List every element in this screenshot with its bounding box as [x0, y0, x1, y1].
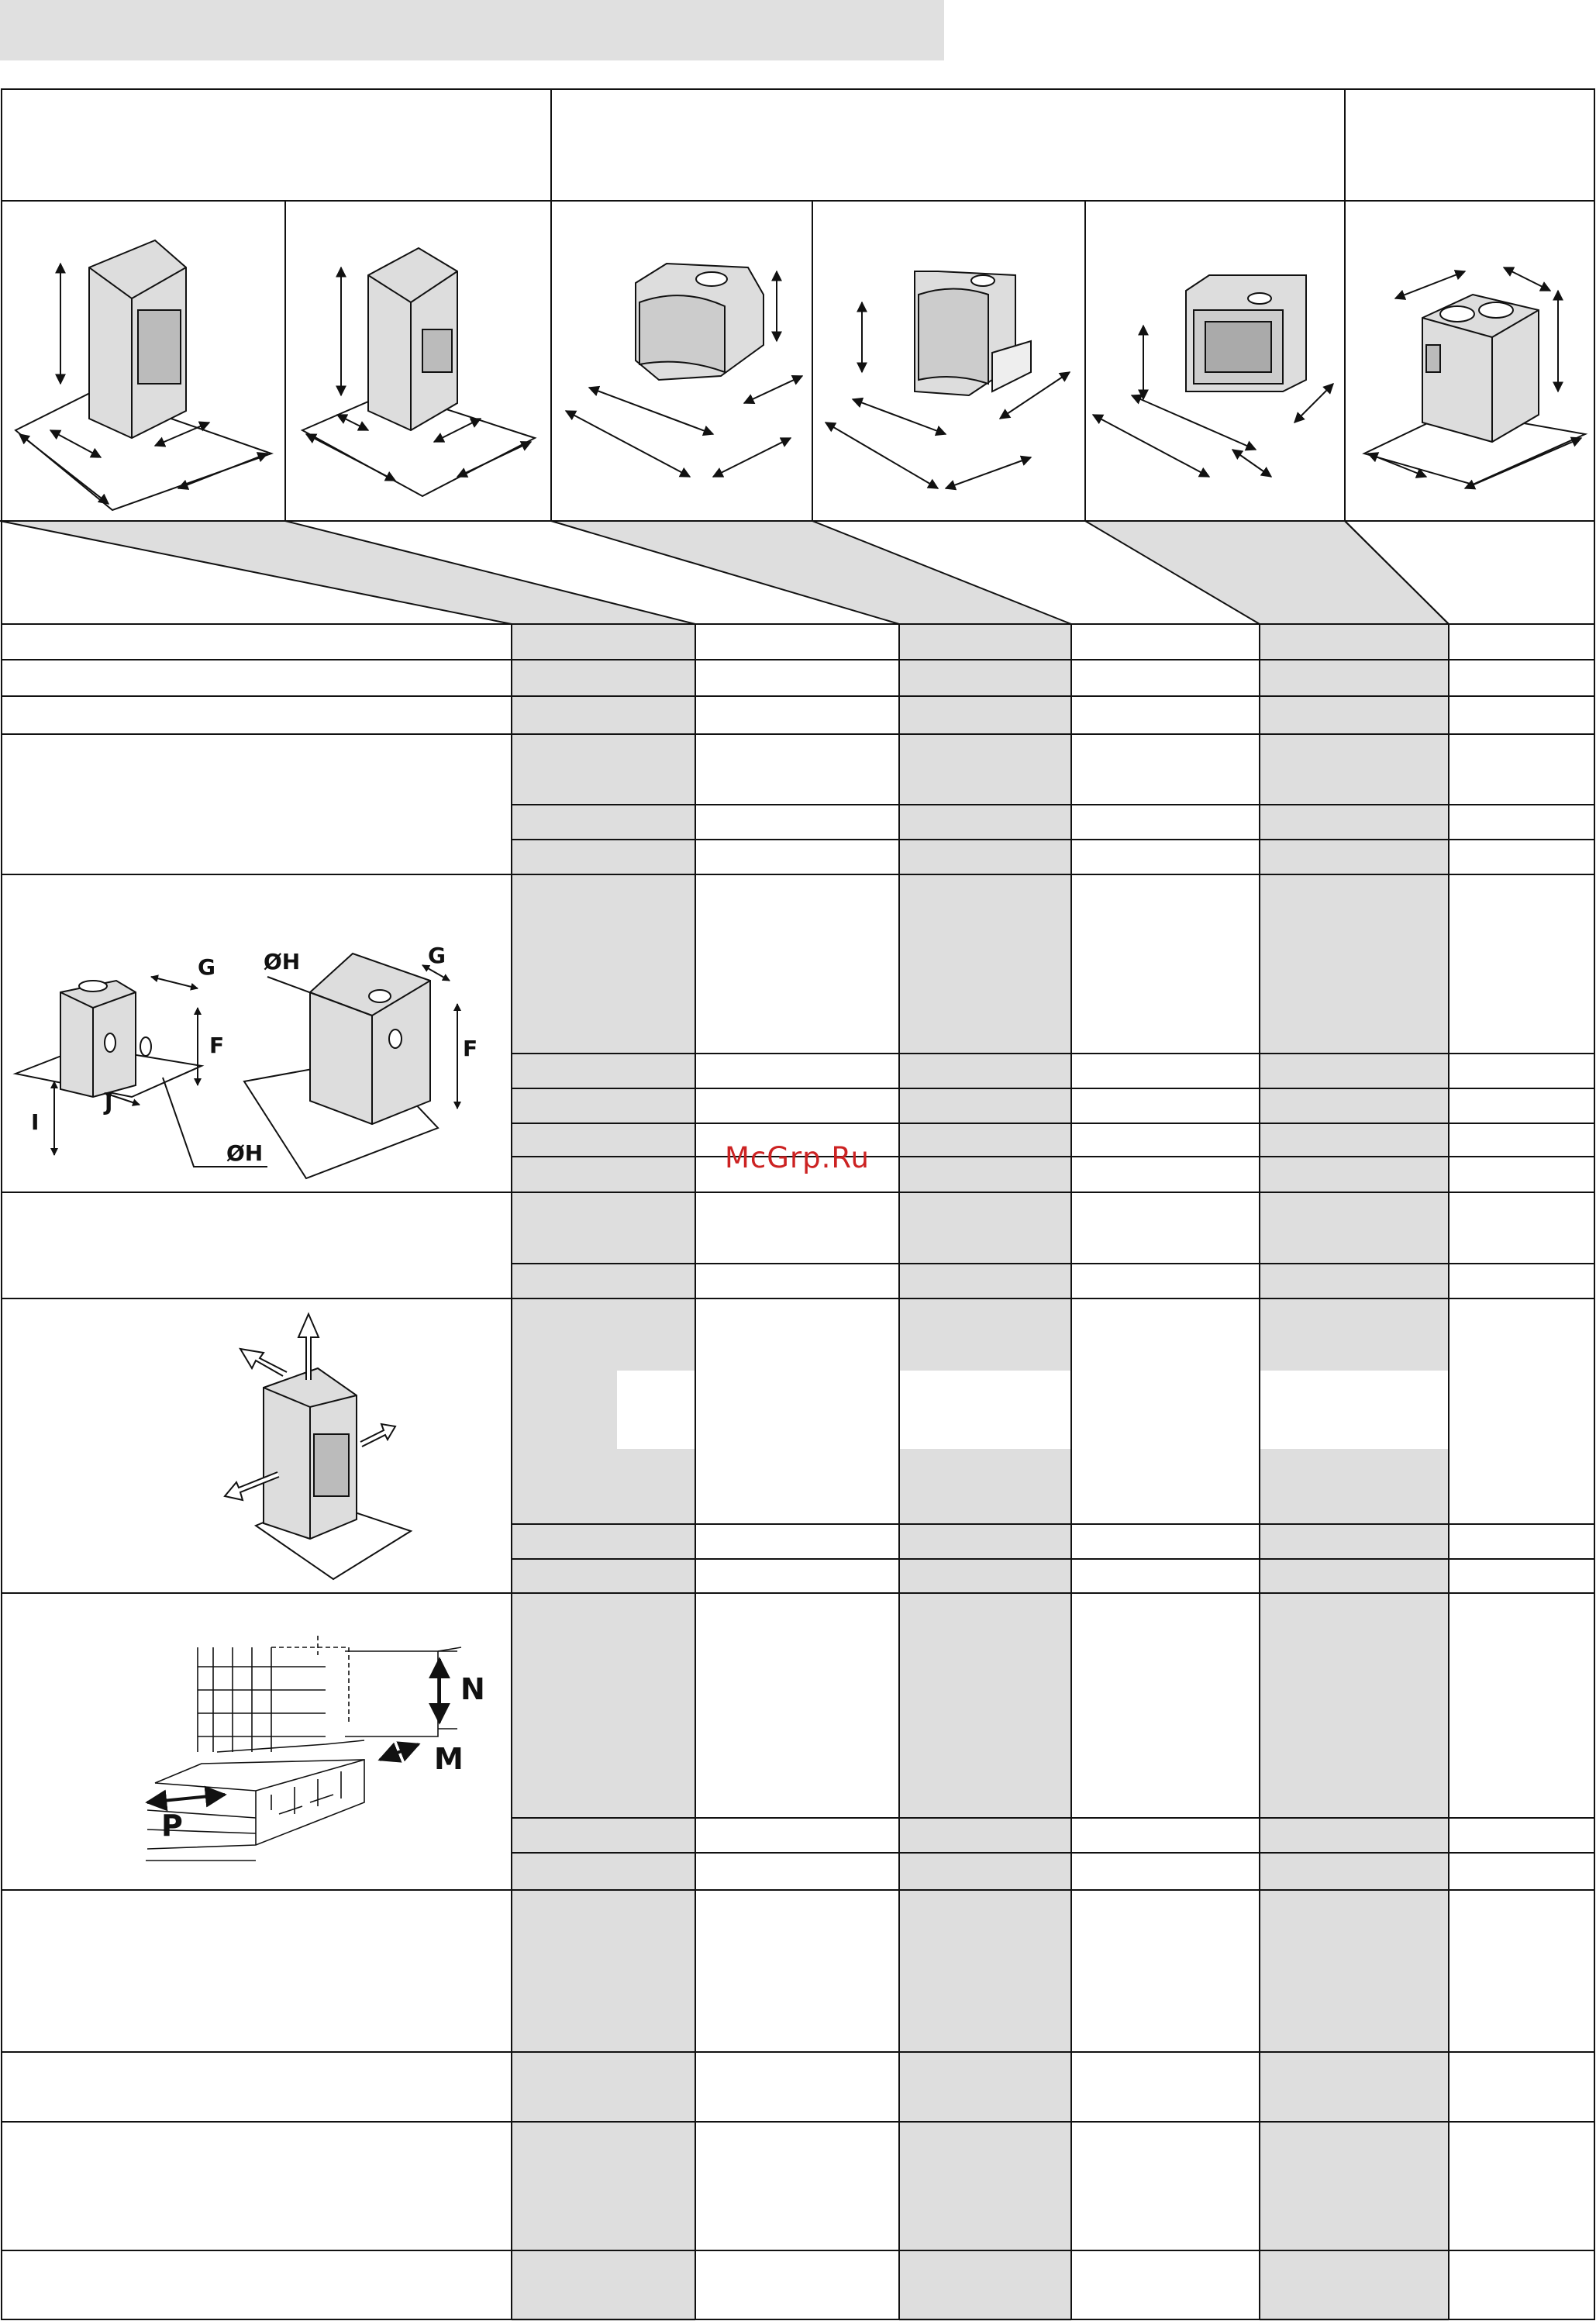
cooker-stove-icon: [1364, 267, 1585, 488]
label-i: I: [31, 1109, 40, 1135]
flat-insert-icon: [826, 271, 1070, 488]
clearance-arrows: [147, 1659, 440, 1802]
freestanding-stove-icon: [16, 240, 271, 510]
cassette-insert-icon: [1093, 275, 1333, 477]
label-n: N: [460, 1672, 485, 1706]
corner-stove-icon: [302, 248, 535, 496]
hearth-wall-icon: [146, 1636, 461, 1861]
label-f-right: F: [463, 1036, 478, 1061]
column-connectors: [0, 521, 1449, 624]
label-oh-top: ØH: [264, 949, 301, 974]
curved-insert-icon: [566, 264, 802, 477]
label-oh-bottom: ØH: [226, 1140, 264, 1166]
label-m: M: [434, 1742, 464, 1776]
clearance-labels: [161, 1672, 485, 1843]
watermark: McGrp.Ru: [725, 1141, 870, 1174]
label-p: P: [161, 1809, 183, 1843]
label-g-right: G: [428, 943, 446, 968]
label-g-left: G: [198, 954, 215, 980]
label-f-left: F: [209, 1033, 225, 1058]
label-j: J: [105, 1090, 113, 1116]
merged-note-band: [617, 1371, 1450, 1449]
shaded-columns: [512, 624, 1449, 2321]
convection-stove-icon: [225, 1314, 411, 1579]
